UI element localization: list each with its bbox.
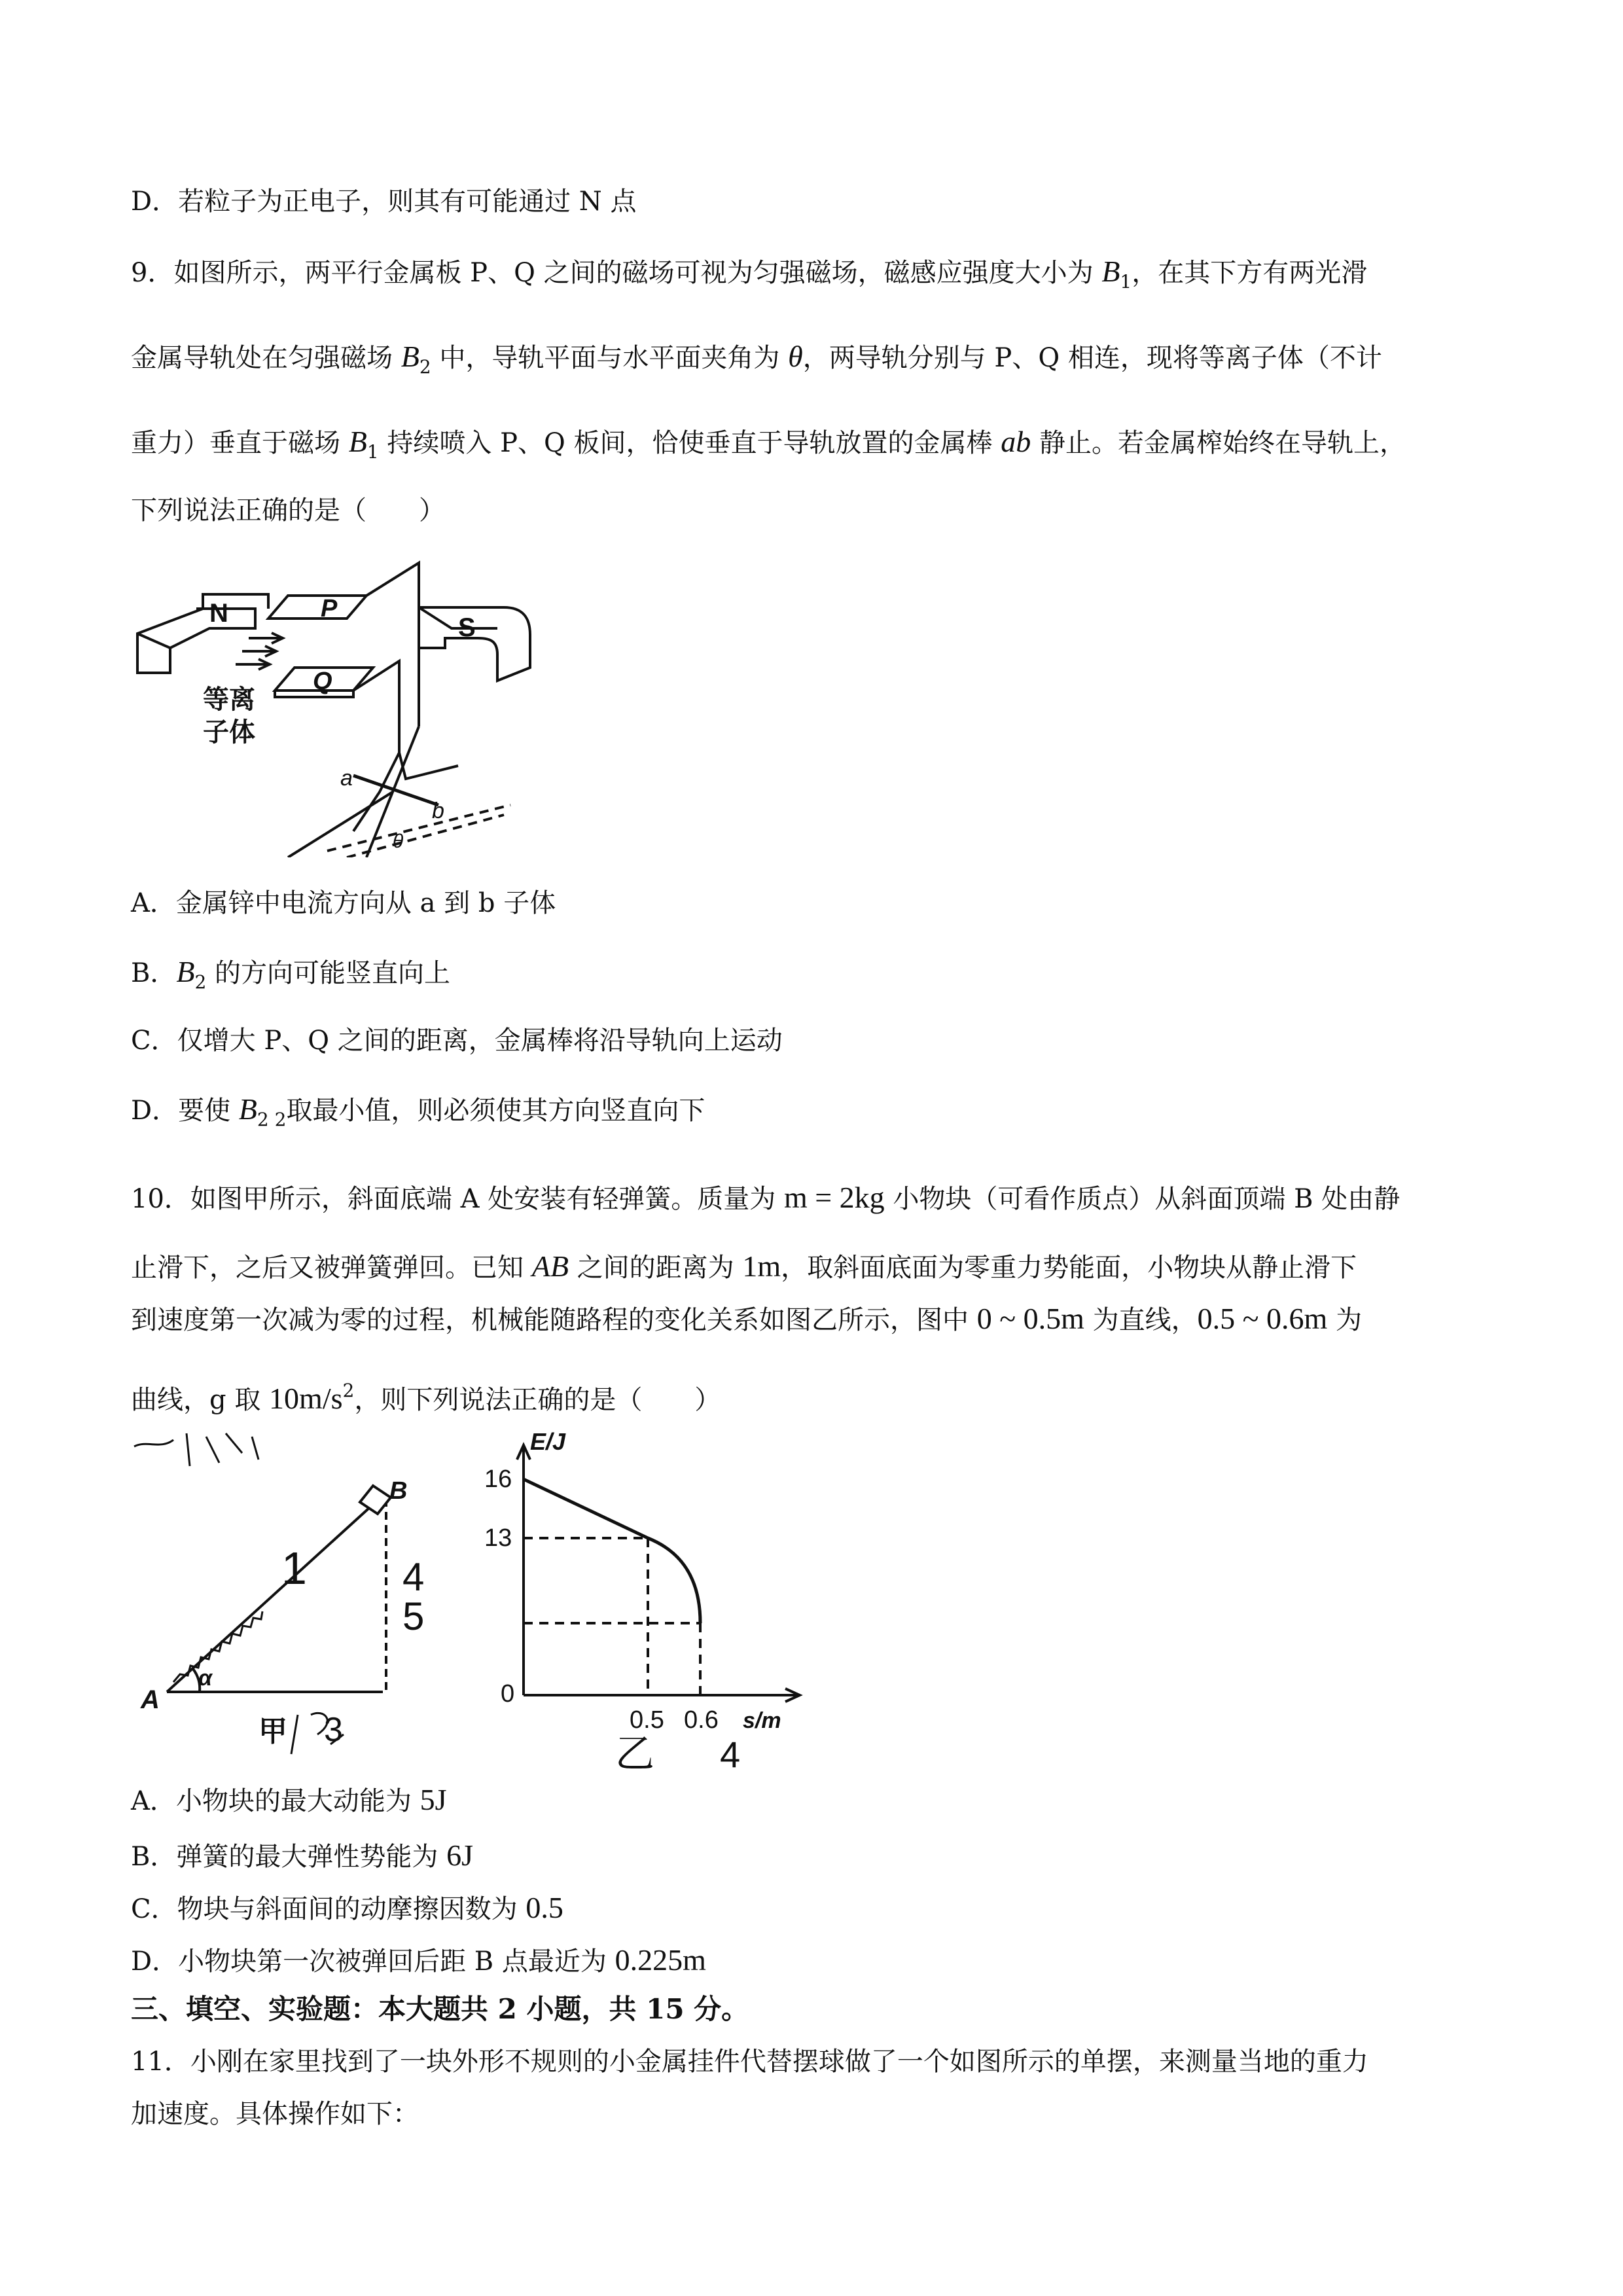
q9-symbol-b: B [348,425,367,458]
angle-theta-label: θ [393,831,404,852]
q9-text: 的方向可能竖直向上 [206,958,451,988]
q9-text: 金属导轨处在匀强磁场 [131,343,401,373]
y-tick-13: 13 [484,1524,512,1552]
point-a-label: A [141,1685,160,1714]
plasma-label-line2: 子体 [203,718,255,747]
q10-range1: 0 ~ 0.5m [976,1302,1084,1335]
q9-stem-line2 [131,337,1382,387]
point-b-label: B [389,1477,408,1505]
x-axis-label: s/m [743,1708,781,1733]
magnet-n-label: N [209,599,228,628]
angle-alpha-label: α [198,1666,213,1691]
q10-text: B．弹簧的最大弹性势能为 [131,1842,447,1872]
q9-option-c: C．仅增大 P、Q 之间的距离，金属棒将沿导轨向上运动 [131,1026,783,1056]
q9-option-a: A．金属锌中电流方向从 a 到 b 子体 [131,888,556,918]
q8-option-d: D．若粒子为正电子，则其有可能通过 N 点 [131,187,637,217]
q9-subscript: 2 2 [257,1109,287,1130]
q10-option-b [131,1836,473,1876]
q10-option-a [131,1780,447,1821]
q9-rod-ab: ab [1001,425,1031,458]
q10-text: 到速度第一次减为零的过程，机械能随路程的变化关系如图乙所示，图中 [131,1305,977,1335]
plate-p-label: P [321,595,338,622]
q10-text: 止滑下，之后又被弹簧弹回。已知 [131,1253,532,1283]
q10-value: 0.225m [615,1943,706,1977]
q10-ab: AB [531,1249,569,1283]
q10-stem-line3 [131,1299,1362,1340]
handwritten-4-right: 4 [720,1734,741,1774]
plasma-label-line1: 等离 [203,685,255,714]
q10-energy-graph [478,1427,805,1774]
q10-mass: m = 2kg [783,1181,885,1214]
handwritten-3: 3 [324,1711,343,1749]
q9-subscript: 1 [1120,271,1132,293]
q10-superscript: 2 [342,1380,355,1401]
handwritten-5: 5 [402,1594,425,1638]
q9-subscript: 2 [419,356,431,378]
x-tick-0-6: 0.6 [684,1706,719,1734]
energy-line-segment [524,1479,648,1538]
q10-text: 10．如图甲所示，斜面底端 A 处安装有轻弹簧。质量为 [131,1184,784,1214]
q9-option-d [131,1090,705,1139]
handwritten-1: 1 [281,1543,307,1594]
q11-stem-line2: 加速度。具体操作如下： [131,2099,419,2129]
q9-symbol-b: B [1101,255,1120,288]
q9-text: 重力）垂直于磁场 [131,428,349,458]
q10-value: 6J [446,1839,474,1872]
plate-q-label: Q [313,668,332,695]
q9-text: ，在其下方有两光滑 [1132,258,1368,288]
rod-end-b-label: b [432,798,444,823]
origin-label: 0 [501,1680,515,1708]
q10-text: 小物块（可看作质点）从斜面顶端 B 处由静 [884,1184,1400,1214]
q10-value: 5J [419,1783,447,1816]
q10-option-c [131,1888,563,1929]
q10-text: 为直线， [1084,1305,1198,1335]
q9-theta: θ [788,340,803,373]
energy-curve-segment [648,1538,700,1623]
q9-subscript: 1 [366,441,379,463]
q10-text: 之间的距离为 [568,1253,743,1283]
q10-text: ，则下列说法正确的是（ ） [354,1385,721,1415]
q9-text: 中，导轨平面与水平面夹角为 [431,343,789,373]
q9-text: B． [131,958,177,988]
q9-option-b [131,952,450,1002]
q9-text: 静止。若金属榨始终在导轨上， [1031,428,1406,458]
handwritten-4: 4 [402,1555,425,1599]
q9-symbol-b: B [401,340,419,373]
q10-stem-line2 [131,1247,1357,1287]
q9-stem-line4: 下列说法正确的是（ ） [131,495,445,526]
q10-text: ，取斜面底面为零重力势能面，小物块从静止滑下 [781,1253,1357,1283]
q10-incline-figure [128,1427,429,1774]
handwritten-marks [134,1433,344,1754]
magnet-s-label: S [458,613,476,642]
q10-stem-line1 [131,1178,1400,1219]
q9-stem-line3 [131,422,1406,472]
q9-text: 持续喷入 P、Q 板间，恰使垂直于导轨放置的金属棒 [378,428,1001,458]
q9-text: ，两导轨分别与 P、Q 相连，现将等离子体（不计 [802,343,1382,373]
q9-text: 9．如图所示，两平行金属板 P、Q 之间的磁场可视为匀强磁场，磁感应强度大小为 [131,258,1102,288]
q10-distance: 1m [742,1249,781,1283]
x-tick-0-5: 0.5 [630,1706,664,1734]
y-axis-label: E/J [530,1428,566,1455]
q9-subscript: 2 [194,971,207,993]
q10-text: 曲线，g 取 [131,1385,270,1415]
q9-text: 取最小值，则必须使其方向竖直向下 [286,1096,705,1126]
q10-gravity: 10m/s [269,1382,343,1415]
q9-figure [131,556,550,857]
q9-text: D．要使 [131,1096,239,1126]
q10-text: D．小物块第一次被弹回后距 B 点最近为 [131,1946,615,1977]
q10-range2: 0.5 ~ 0.6m [1197,1302,1328,1335]
q10-text: 为 [1327,1305,1362,1335]
q11-stem-line1: 11．小刚在家里找到了一块外形不规则的小金属挂件代替摆球做了一个如图所示的单摆，来测量当地的重力 [131,2047,1368,2077]
q10-text: A．小物块的最大动能为 [131,1786,420,1816]
q9-symbol-b: B [238,1092,257,1126]
q10-stem-line4 [131,1371,721,1420]
q10-text: C．物块与斜面间的动摩擦因数为 [131,1894,526,1924]
q10-value: 0.5 [526,1891,563,1924]
q9-stem-line1 [131,252,1367,302]
rod-end-a-label: a [340,766,353,791]
figure-yi-label: 乙 [615,1732,654,1774]
section-3-heading: 三、填空、实验题：本大题共 2 小题，共 15 分。 [131,1993,749,2025]
q10-option-d [131,1941,706,1981]
figure-jia-label: 甲 [259,1715,287,1748]
y-tick-16: 16 [484,1465,512,1493]
q9-symbol-b: B [176,955,195,988]
